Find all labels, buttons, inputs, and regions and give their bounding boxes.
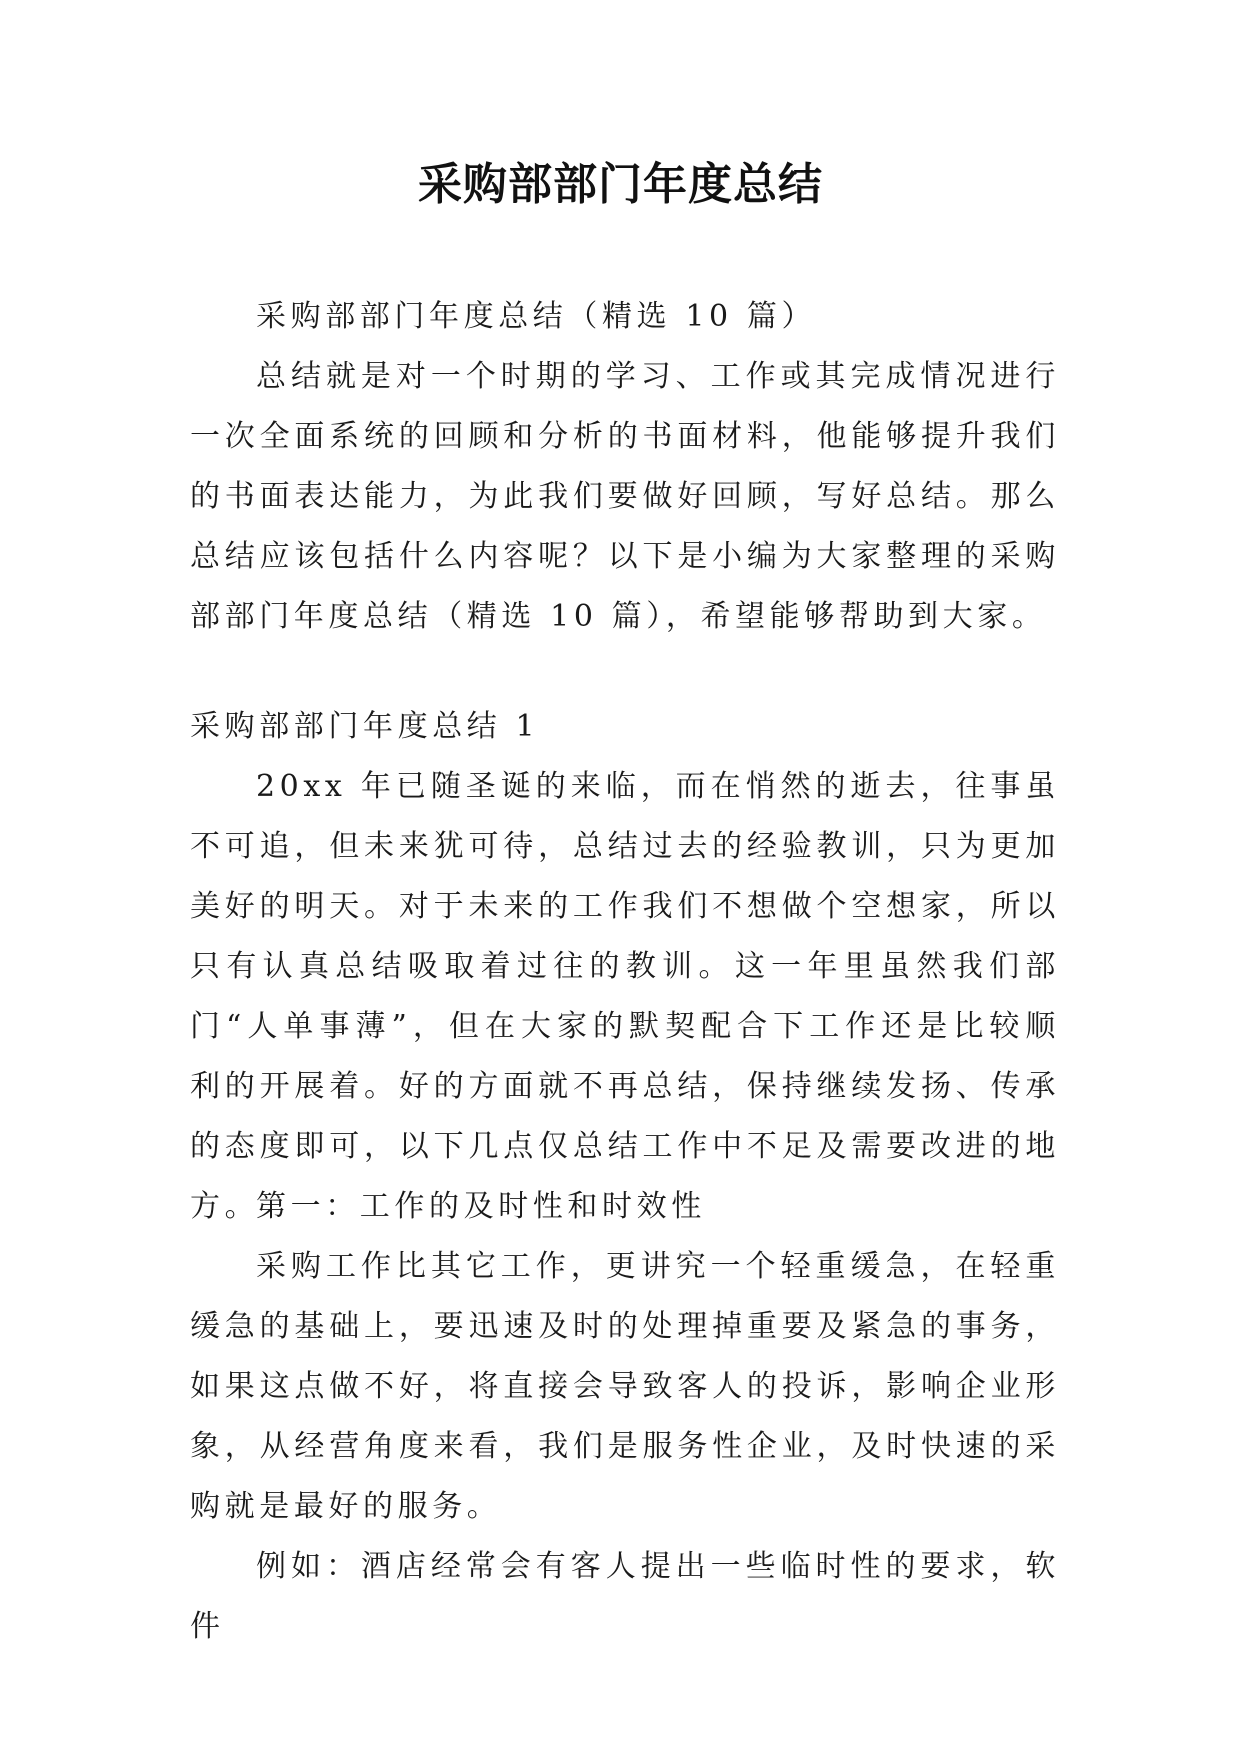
section-paragraph: 20xx 年已随圣诞的来临，而在悄然的逝去，往事虽不可追，但未来犹可待，总结过去的经验教训，只为更加美好的明天。对于未来的工作我们不想做个空想家，所以只有认真总结吸取着过往的教训。这一年里虽然我们部门“人单事薄”，但在大家的默契配合下工作还是比较顺利的开展着。好的方面就不再总结，保持继续发扬、传承的态度即可，以下几点仅总结工作中不足及需要改进的地方。 (190, 769, 1060, 1224)
document-title: 采购部部门年度总结 (418, 159, 823, 210)
section-paragraph: 例如：酒店经常会有客人提出一些临时性的要求，软件 (190, 1549, 1060, 1644)
point-heading: 第一：工作的及时性和时效性 (256, 1189, 706, 1224)
intro-paragraph: 总结就是对一个时期的学习、工作或其完成情况进行一次全面系统的回顾和分析的书面材料，他能够提升我们的书面表达能力，为此我们要做好回顾，写好总结。那么总结应该包括什么内容呢？以下是小编为大家整理的采购部部门年度总结（精选 10 篇），希望能够帮助到大家。 (190, 359, 1060, 634)
section-heading: 采购部部门年度总结 1 (190, 709, 540, 744)
document-subtitle: 采购部部门年度总结（精选 10 篇） (256, 299, 817, 334)
section-paragraph: 采购工作比其它工作，更讲究一个轻重缓急，在轻重缓急的基础上，要迅速及时的处理掉重要及紧急的事务，如果这点做不好，将直接会导致客人的投诉，影响企业形象，从经营角度来看，我们是服务性企业，及时快速的采购就是最好的服务。 (190, 1249, 1060, 1524)
